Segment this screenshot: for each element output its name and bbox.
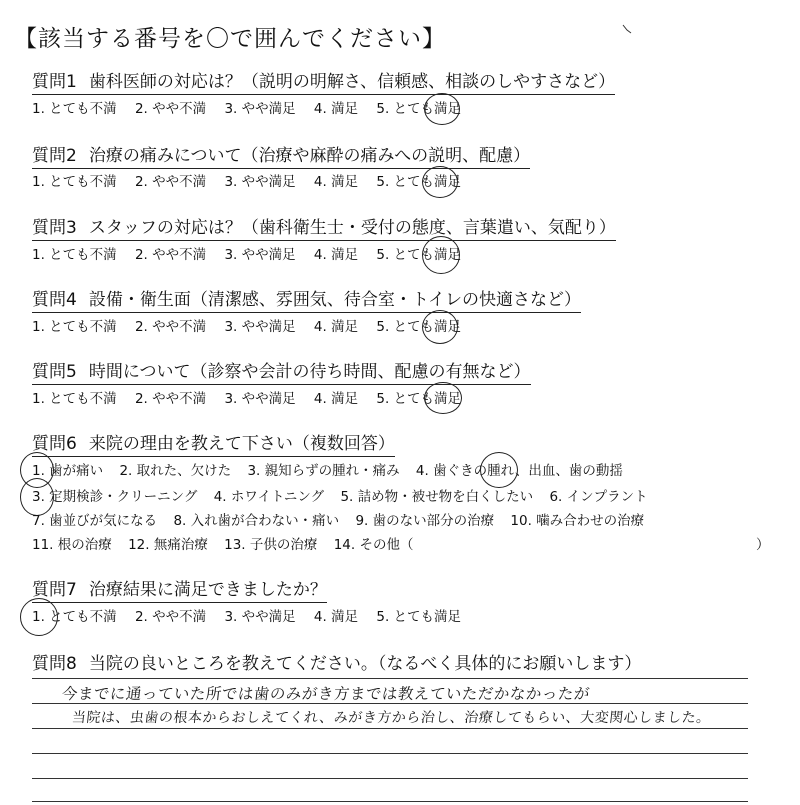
option-5[interactable]: 5. とても満足 [376, 174, 462, 190]
options-q7 [32, 608, 461, 626]
option-child[interactable]: 13. 子供の治療 [224, 537, 318, 553]
option-5[interactable]: 5. とても満足 [376, 319, 462, 335]
option-checkup[interactable]: 3. 定期検診・クリーニング [32, 489, 198, 505]
option-1[interactable]: 1. とても不満 [32, 101, 117, 117]
option-5[interactable]: 5. とても満足 [376, 391, 462, 407]
question-text: スタッフの対応は？（歯科衛生士・受付の態度、言葉遣い、気配り） [88, 218, 616, 238]
answer-line [32, 728, 748, 729]
question-text: 治療の痛みについて（治療や麻酔の痛みへの説明、配慮） [88, 146, 531, 166]
question-number: 質問3 [32, 218, 77, 238]
question-number: 質問4 [32, 290, 77, 310]
handwritten-answer-line-1: 今までに通っていた所では歯のみがき方までは教えていただかなかったが [60, 685, 591, 703]
option-3[interactable]: 3. やや満足 [224, 609, 296, 625]
question-text: 当院の良いところを教えてください。（なるべく具体的にお願いします） [88, 654, 642, 674]
question-number: 質問6 [32, 434, 77, 454]
option-1[interactable]: 1. とても不満 [32, 319, 117, 335]
page-title: 【該当する番号を〇で囲んでください】 [14, 26, 446, 52]
option-broken[interactable]: 2. 取れた、欠けた [119, 463, 232, 479]
option-2[interactable]: 2. やや不満 [134, 101, 207, 117]
options-q4 [32, 318, 461, 336]
option-wisdom-tooth[interactable]: 3. 親知らずの腫れ・痛み [247, 463, 400, 479]
option-3[interactable]: 3. やや満足 [224, 247, 296, 263]
option-missing-teeth[interactable]: 9. 歯のない部分の治療 [355, 513, 495, 529]
option-5[interactable]: 5. とても満足 [376, 101, 462, 117]
options-q6-line2 [32, 488, 660, 506]
question-text: 設備・衛生面（清潔感、雰囲気、待合室・トイレの快適さなど） [88, 290, 581, 310]
option-3[interactable]: 3. やや満足 [224, 101, 296, 117]
answer-line [32, 801, 748, 802]
answer-line [32, 753, 748, 754]
question-8 [32, 654, 641, 676]
option-toothache[interactable]: 1. 歯が痛い [32, 463, 104, 479]
question-text: 治療結果に満足できましたか？ [88, 580, 327, 600]
question-3 [32, 218, 616, 241]
answer-line [32, 678, 748, 679]
answer-line [32, 703, 748, 704]
options-q6-line4 [32, 536, 425, 554]
question-2 [32, 146, 530, 169]
option-painless[interactable]: 12. 無痛治療 [128, 537, 208, 553]
options-q6-line3 [32, 512, 656, 530]
options-q3 [32, 246, 461, 264]
option-5[interactable]: 5. とても満足 [376, 247, 462, 263]
handwritten-answer-line-2: 当院は、虫歯の根本からおしえてくれ、みがき方から治し、治療してもらい、大変関心しました。 [71, 710, 712, 726]
answer-line [32, 778, 748, 779]
option-3[interactable]: 3. やや満足 [224, 319, 296, 335]
option-2[interactable]: 2. やや不満 [134, 174, 207, 190]
option-whitening[interactable]: 4. ホワイトニング [213, 489, 325, 505]
question-number: 質問1 [32, 72, 77, 92]
question-number: 質問2 [32, 146, 77, 166]
question-text: 歯科医師の対応は？（説明の明解さ、信頼感、相談のしやすさなど） [88, 72, 616, 92]
question-1 [32, 72, 615, 95]
option-1[interactable]: 1. とても不満 [32, 609, 117, 625]
option-4[interactable]: 4. 満足 [313, 319, 359, 335]
question-text: 時間について（診察や会計の待ち時間、配慮の有無など） [88, 362, 531, 382]
question-6 [32, 434, 395, 457]
option-4[interactable]: 4. 満足 [313, 174, 359, 190]
option-3[interactable]: 3. やや満足 [224, 174, 296, 190]
option-gum[interactable]: 4. 歯ぐきの腫れ、出血、歯の動揺 [415, 463, 623, 479]
other-close-paren: ） [756, 537, 770, 553]
question-number: 質問8 [32, 654, 77, 674]
option-2[interactable]: 2. やや不満 [134, 609, 207, 625]
option-denture[interactable]: 8. 入れ歯が合わない・痛い [173, 513, 340, 529]
option-1[interactable]: 1. とても不満 [32, 391, 117, 407]
option-implant[interactable]: 6. インプラント [549, 489, 648, 505]
pen-mark [622, 24, 632, 34]
option-5[interactable]: 5. とても満足 [376, 609, 462, 625]
option-alignment[interactable]: 7. 歯並びが気になる [32, 513, 158, 529]
options-q2 [32, 173, 461, 191]
options-q1 [32, 100, 461, 118]
question-text: 来院の理由を教えて下さい（複数回答） [88, 434, 395, 454]
option-1[interactable]: 1. とても不満 [32, 174, 117, 190]
option-3[interactable]: 3. やや満足 [224, 391, 296, 407]
question-4 [32, 290, 581, 313]
option-2[interactable]: 2. やや不満 [134, 247, 207, 263]
question-number: 質問7 [32, 580, 77, 600]
option-1[interactable]: 1. とても不満 [32, 247, 117, 263]
question-7 [32, 580, 327, 603]
options-q5 [32, 390, 461, 408]
option-white-filling[interactable]: 5. 詰め物・被せ物を白くしたい [340, 489, 534, 505]
option-4[interactable]: 4. 満足 [313, 391, 359, 407]
option-other[interactable]: 14. その他（ [333, 537, 414, 553]
options-q6-line1 [32, 462, 635, 480]
option-bite[interactable]: 10. 噛み合わせの治療 [510, 513, 645, 529]
option-2[interactable]: 2. やや不満 [134, 319, 207, 335]
option-4[interactable]: 4. 満足 [313, 101, 359, 117]
option-2[interactable]: 2. やや不満 [134, 391, 207, 407]
option-4[interactable]: 4. 満足 [313, 609, 359, 625]
option-4[interactable]: 4. 満足 [313, 247, 359, 263]
option-root-canal[interactable]: 11. 根の治療 [32, 537, 112, 553]
question-number: 質問5 [32, 362, 77, 382]
question-5 [32, 362, 531, 385]
